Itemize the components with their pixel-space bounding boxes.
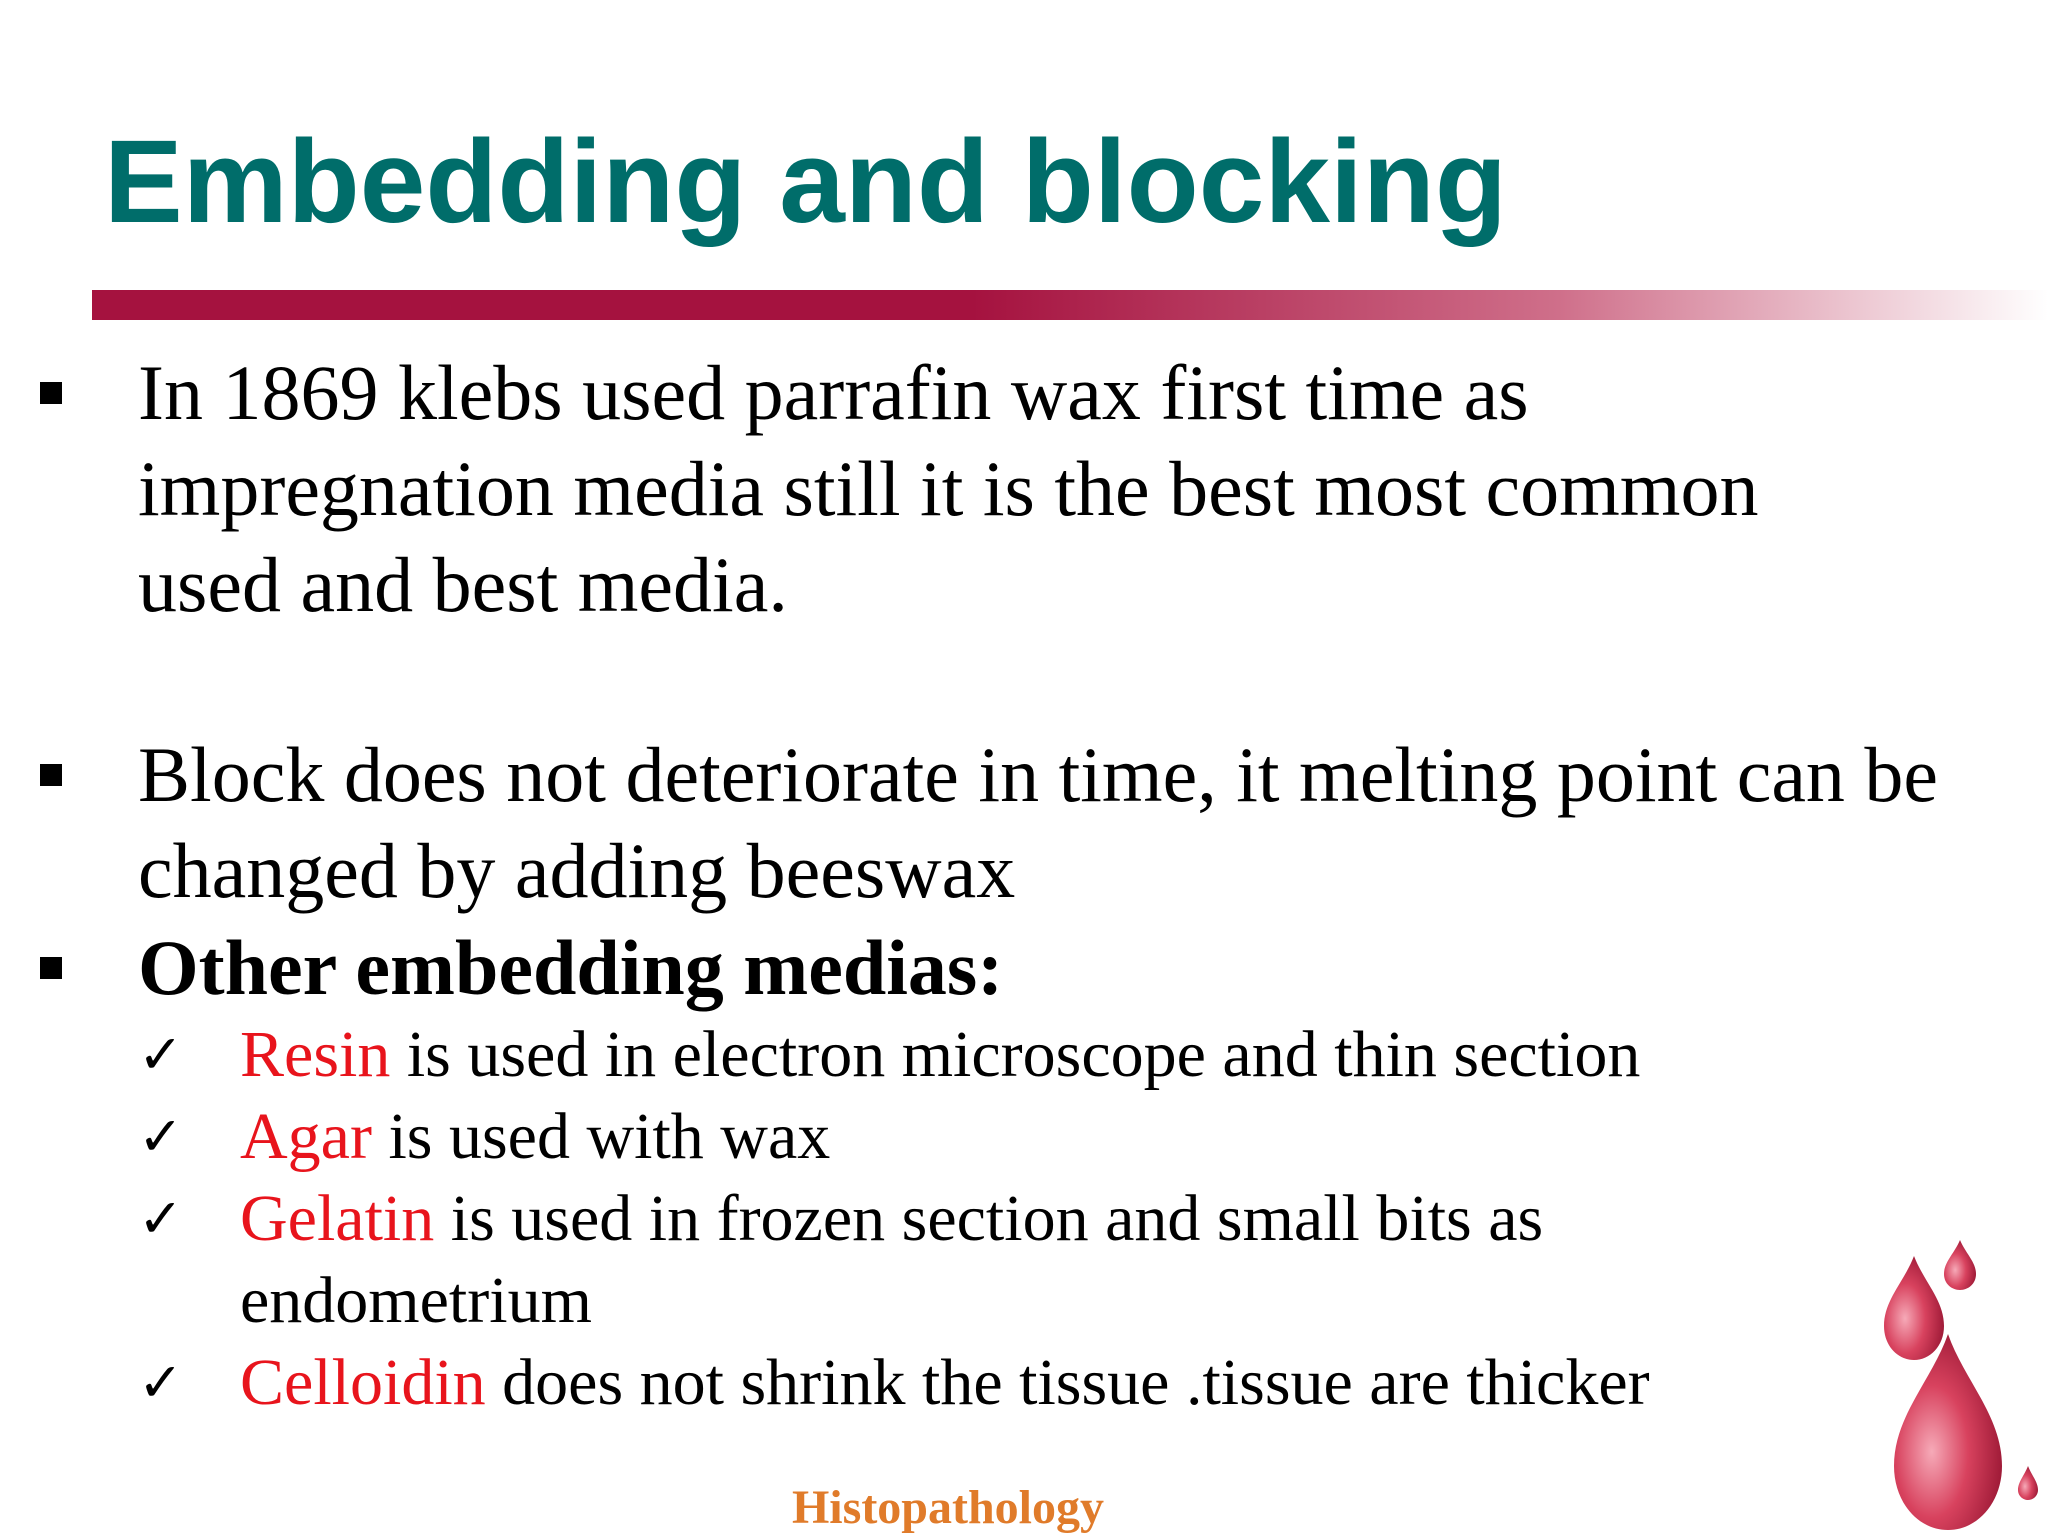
subitem-term: Agar	[240, 1100, 372, 1173]
subitem-description: is used in frozen section and small bits as endometrium	[240, 1182, 1544, 1337]
subitem-celloidin	[240, 1342, 1860, 1424]
square-bullet-icon	[40, 382, 62, 404]
subitem-gelatin	[240, 1178, 1860, 1342]
subitem-term: Resin	[240, 1018, 391, 1091]
slide-title: Embedding and blocking	[104, 116, 1507, 248]
subitem-term: Celloidin	[240, 1346, 486, 1419]
bullet-1-text: In 1869 klebs used parrafin wax first time as impregnation media still it is the best most common used and best media.	[138, 349, 1759, 628]
bullet-2-text: Block does not deteriorate in time, it melting point can be changed by adding beeswax	[138, 731, 1939, 914]
square-bullet-icon	[40, 764, 62, 786]
subitem-resin	[240, 1014, 1860, 1096]
title-underline	[92, 290, 2048, 320]
bullet-3-heading: Other embedding medias:	[138, 924, 1004, 1011]
footer-label: Histopathology	[791, 1481, 1105, 1534]
subitem-term: Gelatin	[240, 1182, 435, 1255]
checkmark-icon: ✓	[138, 1023, 184, 1086]
drop-large	[1894, 1334, 2002, 1530]
subitem-description: does not shrink the tissue .tissue are thicker	[485, 1346, 1650, 1419]
checkmark-icon: ✓	[138, 1187, 184, 1250]
checkmark-icon: ✓	[138, 1351, 184, 1414]
subitem-description: is used with wax	[371, 1100, 831, 1173]
blood-drops-decoration	[1880, 1230, 2048, 1536]
square-bullet-icon	[40, 957, 62, 979]
drop-medium	[1884, 1256, 1944, 1360]
checkmark-icon: ✓	[138, 1105, 184, 1168]
drop-tiny	[2018, 1466, 2038, 1500]
drop-small	[1944, 1240, 1976, 1290]
subitem-description: is used in electron microscope and thin section	[390, 1018, 1641, 1091]
subitem-agar	[240, 1096, 1860, 1178]
